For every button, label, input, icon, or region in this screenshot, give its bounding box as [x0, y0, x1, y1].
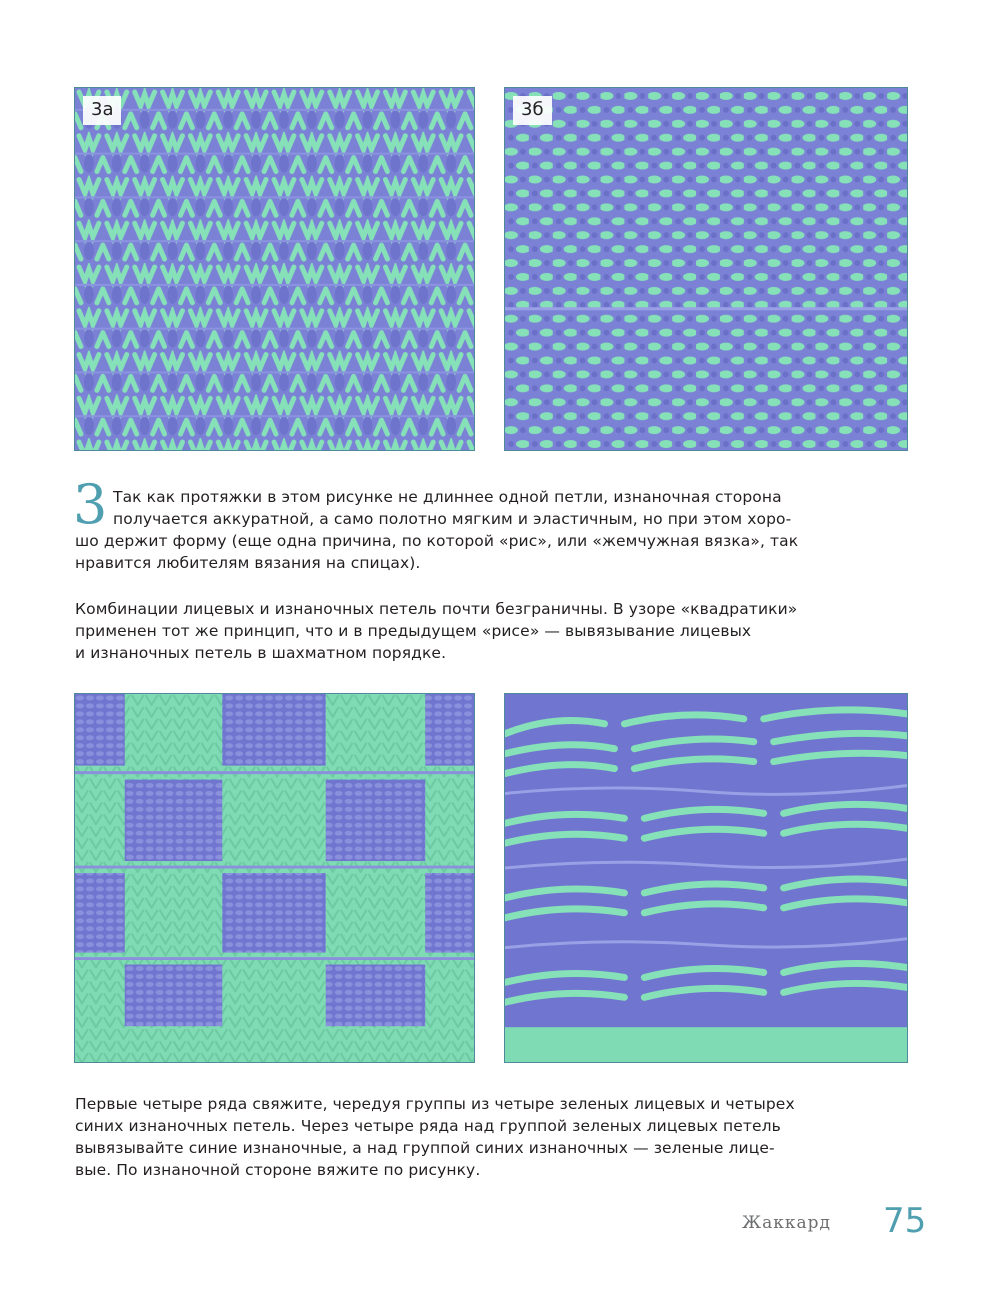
figure-label: 3б: [513, 96, 552, 125]
figure-label: 3а: [83, 96, 121, 125]
paragraph-line: шо держит форму (еще одна причина, по которой «рис», или «жемчужная вязка», так: [75, 532, 799, 550]
figure-3a: [74, 87, 475, 451]
knit-swatch-rice-stitch-image: [75, 88, 474, 450]
intro-paragraph: [75, 598, 920, 664]
paragraph-line: применен тот же принцип, что и в предыдущем «рисе» — вывязывание лицевых: [75, 622, 752, 640]
paragraph-line: и изнаночных петель в шахматном порядке.: [75, 644, 447, 662]
paragraph-line: синих изнаночных петель. Через четыре ряда над группой зеленых лицевых петель: [75, 1117, 781, 1135]
paragraph-line: Так как протяжки в этом рисунке не длиннее одной петли, изнаночная сторона: [113, 488, 782, 506]
dropcap-numeral: 3: [73, 473, 108, 536]
instructions-paragraph: [75, 1093, 920, 1181]
paragraph-line: Первые четыре ряда свяжите, чередуя группы из четыре зеленых лицевых и четырех: [75, 1095, 795, 1113]
paragraph-line: вывязывайте синие изнаночные, а над группой синих изнаночных — зеленые лице-: [75, 1139, 775, 1157]
figure-checkerboard-back: [504, 693, 908, 1063]
paragraph-line: вые. По изнаночной стороне вяжите по рисунку.: [75, 1161, 481, 1179]
section-3-paragraph: [75, 486, 920, 574]
paragraph-line: получается аккуратной, а само полотно мягким и эластичным, но при этом хоро-: [113, 510, 792, 528]
running-footer-title: Жаккард: [742, 1213, 831, 1233]
knit-swatch-checkerboard-image: [75, 694, 474, 1062]
page-number: 75: [883, 1201, 927, 1241]
paragraph-line: нравится любителям вязания на спицах).: [75, 554, 421, 572]
paragraph-line: Комбинации лицевых и изнаночных петель почти безграничны. В узоре «квадратики»: [75, 600, 798, 618]
figure-3b: [504, 87, 908, 451]
knit-swatch-checkerboard-reverse-image: [505, 694, 907, 1062]
figure-checkerboard-front: [74, 693, 475, 1063]
knit-swatch-rice-stitch-reverse-image: [505, 88, 907, 450]
